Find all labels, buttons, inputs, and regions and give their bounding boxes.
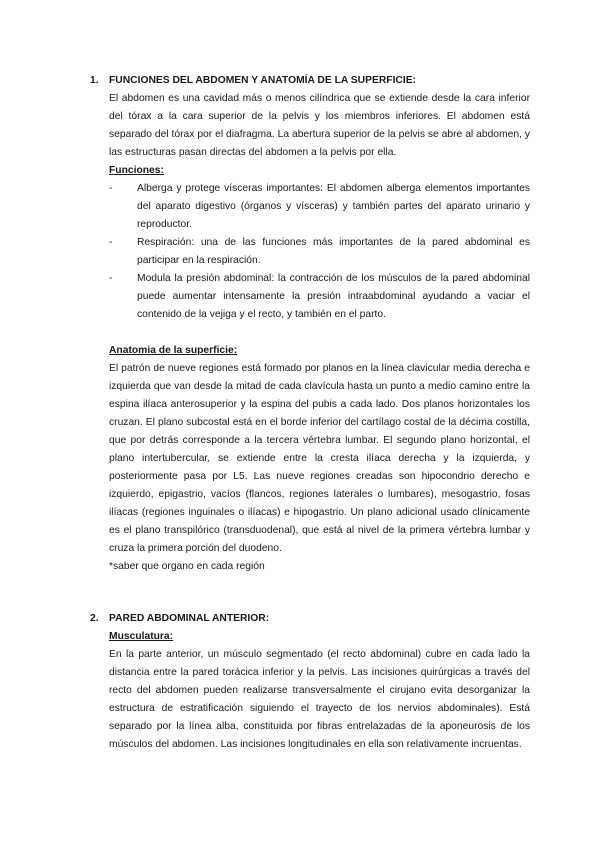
funciones-list [109,180,530,324]
section-1-intro: El abdomen es una cavidad más o menos cilíndrica que se extiende desde la cara inferior del tórax a la cara superior de la pelvis y los miembros inferiores. El abdomen está separado del tórax por el diafragma. La abertura superior de la pelvis se abre al abdomen, y las estructuras pasan directas del abdomen a la pelvis por ella. [109,93,530,158]
section-1-heading [90,72,530,90]
section-2-body [109,628,530,754]
list-dash: - [109,237,113,248]
list-dash: - [109,273,113,284]
anatomia-text: El patrón de nueve regiones está formado por planos en la línea clavicular media derecha e izquierda que van desde la mitad de cada clavícula hasta un punto a medio camino entre la espina ilíaca anterosuperior y la espina del pubis a cada lado. Dos planos horizontales los cruzan. El plano subcostal está en el borde inferior del cartílago costal de la décima costilla, que por detrás corresponde a la tercera vértebra lumbar. El segundo plano horizontal, el plano intertubercular, se extiende entre la cresta ilíaca derecha y la izquierda, y posteriormente pasa por L5. Las nueve regiones creadas son hipocondrio derecho e izquierdo, epigastrio, vacíos (flancos, regiones laterales o lumbares), mesogastrio, fosas ilíacas (regiones inguinales o ilíacas) e hipogastrio. Un plano adicional usado clínicamente es el plano transpilórico (transduodenal), que está al nivel de la primera vértebra lumbar y cruza la primera porción del duodeno. [109,363,530,554]
section-1-number: 1. [90,75,99,86]
section-2-number: 2. [90,613,99,624]
funciones-heading: Funciones: [109,165,164,176]
section-1 [90,72,530,576]
list-item-text: Respiración: una de las funciones más importantes de la pared abdominal es participar en la respiración. [137,237,530,266]
study-note: *saber que organo en cada región [109,561,265,572]
spacer [109,324,530,342]
list-item [109,270,530,324]
list-item-text: Alberga y protege vísceras importantes: El abdomen alberga elementos importantes del aparato digestivo (órganos y vísceras) y también partes del aparato urinario y reproductor. [137,183,530,230]
anatomia-heading: Anatomia de la superficie: [109,345,238,356]
section-1-body [109,90,530,576]
list-dash: - [109,183,113,194]
section-2-title: PARED ABDOMINAL ANTERIOR: [109,613,270,624]
musculatura-heading: Musculatura: [109,631,174,642]
section-2-heading [90,610,530,628]
section-1-title: FUNCIONES DEL ABDOMEN Y ANATOMÍA DE LA SUPERFICIE: [109,75,417,86]
section-2 [90,610,530,754]
musculatura-text: En la parte anterior, un músculo segmentado (el recto abdominal) cubre en cada lado la distancia entre la pared torácica inferior y la pelvis. Las incisiones quirúrgicas a través del recto del abdomen pueden realizarse transversalmente el cirujano evita desorganizar la estructura de estratificación siguiendo el trayecto de los nervios abdominales). Está separado por la línea alba, constituida por fibras entrelazadas de la aponeurosis de los músculos del abdomen. Las incisiones longitudinales en ella son relativamente incruentas. [109,649,530,750]
list-item-text: Modula la presión abdominal: la contracción de los músculos de la pared abdominal puede aumentar intensamente la presión intraabdominal ayudando a vaciar el contenido de la vejiga y el recto, y también en el parto. [137,273,530,320]
list-item [109,234,530,270]
list-item [109,180,530,234]
